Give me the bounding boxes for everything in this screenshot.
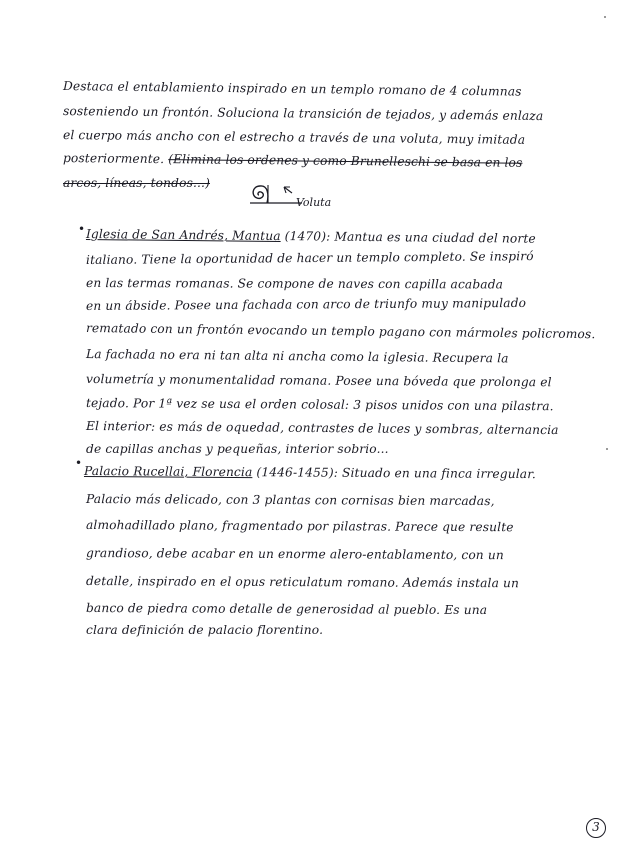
item2-line3: almohadillado plano, fragmentado por pilastras. Parece que resulte: [85, 518, 514, 535]
item1-line1-text: (1470): Mantua es una ciudad del norte: [284, 229, 536, 246]
paragraph1-line3: el cuerpo más ancho con el estrecho a través de una voluta, muy imitada: [62, 128, 526, 147]
paragraph1-line4: [63, 150, 523, 171]
item2-line7: clara definición de palacio florentino.: [86, 623, 324, 637]
bullet-point: •: [75, 456, 83, 470]
item1-line7: volumetría y monumentalidad romana. Posee una bóveda que prolonga el: [85, 372, 552, 390]
item1-line4: en un ábside. Posee una fachada con arco de triunfo muy manipulado: [85, 295, 527, 313]
scan-speck: [606, 448, 608, 450]
item2-heading: Palacio Rucellai, Florencia: [83, 464, 253, 480]
item2-line6: banco de piedra como detalle de generosidad al pueblo. Es una: [85, 601, 488, 618]
paragraph1-line4-text: posteriormente.: [62, 151, 165, 167]
paragraph1-line1: Destaca el entablamiento inspirado en un templo romano de 4 columnas: [62, 79, 522, 99]
item1-line9: El interior: es más de oquedad, contrastes de luces y sombras, alternancia: [85, 419, 559, 438]
item2-line2: Palacio más delicado, con 3 plantas con cornisas bien marcadas,: [85, 492, 495, 509]
item2-line1: [84, 463, 536, 482]
item1-line2: italiano. Tiene la oportunidad de hacer un templo completo. Se inspiró: [85, 249, 534, 267]
item1-line5: rematado con un frontón evocando un templo pagano con mármoles policromos.: [85, 321, 596, 342]
page-number: 3: [586, 818, 606, 838]
item2-line1-text: (1446-1455): Situado en una finca irregular.: [256, 465, 536, 482]
paragraph1-line5-crossed: arcos, líneas, tondos...): [63, 176, 210, 190]
paragraph1-line2: sosteniendo un frontón. Soluciona la transición de tejados, y además enlaza: [62, 104, 544, 124]
item1-line8: tejado. Por 1ª vez se usa el orden colosal: 3 pisos unidos con una pilastra.: [85, 396, 554, 414]
item1-line3: en las termas romanas. Se compone de naves con capilla acabada: [85, 276, 504, 292]
item1-line10: de capillas anchas y pequeñas, interior sobrio...: [86, 442, 389, 456]
item1-line6: La fachada no era ni tan alta ni ancha como la iglesia. Recupera la: [85, 347, 509, 366]
item2-line4: grandioso, debe acabar en un enorme alero-entablamento, con un: [85, 546, 504, 563]
volute-label: Voluta: [296, 196, 332, 209]
item1-heading: Iglesia de San Andrés, Mantua: [85, 227, 281, 244]
bullet-point: •: [78, 222, 86, 236]
item1-line1: [86, 226, 536, 247]
crossed-out-text: (Elimina los ordenes y como Brunelleschi se basa en los: [168, 152, 523, 170]
item2-line5: detalle, inspirado en el opus reticulatum romano. Además instala un: [85, 574, 520, 591]
scan-speck: [604, 16, 606, 18]
